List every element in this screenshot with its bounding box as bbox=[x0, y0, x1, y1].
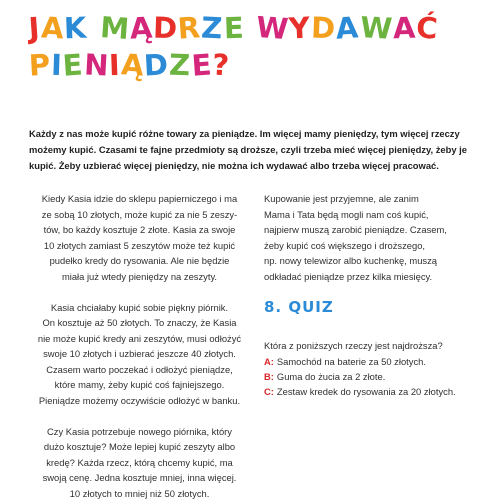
option-letter: A: bbox=[264, 356, 274, 367]
paragraph-price bbox=[29, 424, 250, 502]
text-line: odkładać pieniądze przez kilka miesięcy. bbox=[264, 270, 433, 282]
text-line: dużo kosztuje? Może lepiej kupić zeszyty albo bbox=[43, 441, 236, 452]
text-line: 10 złotych zamiast 5 zeszytów może też kupić bbox=[43, 239, 236, 251]
text-line: pudełko kredy do rysowania. Ale nie będzie bbox=[49, 255, 230, 266]
text-line: Czasem warto poczekać i odłożyć pieniądze, bbox=[46, 363, 233, 375]
paragraph-parents bbox=[264, 191, 470, 284]
text-line: On kosztuje aż 50 złotych. To znaczy, że Kasia bbox=[42, 317, 237, 328]
quiz-question: Która z poniższych rzeczy jest najdroższa? bbox=[264, 340, 443, 351]
option-letter: C: bbox=[264, 386, 274, 397]
text-line: które mamy, żeby kupić coś fajniejszego. bbox=[54, 379, 225, 390]
option-text: Guma do żucia za 2 złote. bbox=[276, 371, 386, 382]
quiz-option-b[interactable] bbox=[264, 369, 484, 384]
text-line: nie może kupić kredy ani zeszytów, musi odłożyć bbox=[37, 332, 242, 344]
text-line: tów, bo każdy kosztuje 2 złote. Kasia za swoje bbox=[43, 224, 236, 235]
title-line-2: PIENIĄDZE? bbox=[27, 47, 232, 83]
text-line: np. nowy telewizor albo kuchenkę, muszą bbox=[264, 255, 438, 266]
text-line: swoją cenę. Jedna kosztuje mniej, inna więcej. bbox=[42, 472, 237, 483]
quiz-heading: 8. QUIZ bbox=[264, 298, 334, 316]
text-line: Mama i Tata będą mogli nam coś kupić, bbox=[264, 208, 429, 220]
text-line: kredę? Każda rzecz, którą chcemy kupić, ma bbox=[46, 456, 233, 468]
page-title bbox=[29, 10, 469, 84]
text-line: żeby kupić coś większego i droższego, bbox=[264, 239, 426, 251]
text-line: Kupowanie jest przyjemne, ale zanim bbox=[264, 193, 419, 204]
text-line: najpierw muszą zarobić pieniądze. Czasem, bbox=[264, 224, 447, 235]
quiz-option-c[interactable] bbox=[264, 384, 484, 399]
title-line-1: JAK MĄDRZE WYDAWAĆ bbox=[27, 9, 441, 47]
text-line: 10 złotych to mniej niż 50 złotych. bbox=[69, 487, 210, 499]
text-line: miała już wtedy pieniędzy na zeszyty. bbox=[61, 270, 218, 282]
text-line: Kasia chciałaby kupić sobie piękny piórnik. bbox=[50, 301, 229, 313]
quiz-option-a[interactable] bbox=[264, 354, 484, 369]
text-line: Czy Kasia potrzebuje nowego piórnika, który bbox=[47, 425, 232, 437]
text-line: swoje 10 złotych i uzbierać jeszcze 40 złotych. bbox=[43, 348, 236, 359]
paragraph-shop bbox=[29, 191, 250, 284]
option-text: Zestaw kredek do rysowania za 20 złotych. bbox=[276, 386, 456, 397]
option-text: Samochód na baterie za 50 złotych. bbox=[276, 356, 426, 367]
left-column bbox=[29, 191, 250, 501]
intro-paragraph: Każdy z nas może kupić różne towary za pieniądze. Im więcej mamy pieniędzy, tym więcej rzeczy możemy kupić. Czasami te fajne przedmioty są droższe, czyli trzeba mieć więcej pieniędzy, żeby je kupić. Żeby uzbierać więcej pieniędzy, nie można ich wydawać albo trzeba więcej pracować. bbox=[29, 128, 468, 171]
paragraph-pencil-case bbox=[29, 300, 250, 409]
text-line: Pieniądze możemy oczywiście odłożyć w banku. bbox=[38, 394, 241, 406]
option-letter: B: bbox=[264, 371, 274, 382]
quiz-block bbox=[264, 338, 484, 399]
text-line: ze sobą 10 złotych, może kupić za nie 5 zeszy- bbox=[41, 208, 238, 220]
text-line: Kiedy Kasia idzie do sklepu papierniczego i ma bbox=[41, 193, 238, 204]
right-column bbox=[264, 191, 470, 284]
